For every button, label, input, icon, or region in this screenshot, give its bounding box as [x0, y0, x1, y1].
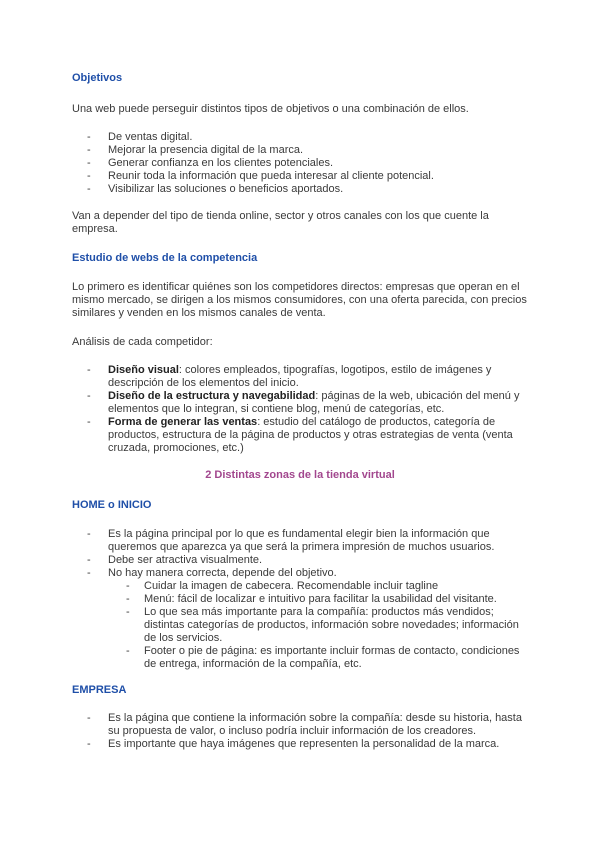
home-list: [72, 528, 528, 671]
list-item: - Debe ser atractiva visualmente.: [72, 554, 528, 567]
home-sublist: [126, 580, 528, 671]
objetivos-outro: Van a depender del tipo de tienda online, sector y otros canales con los que cuente la empresa.: [72, 210, 489, 235]
list-item: - De ventas digital.: [72, 131, 528, 144]
objetivos-list: [72, 131, 528, 196]
list-item: [72, 390, 528, 416]
list-item: - Es importante que haya imágenes que representen la personalidad de la marca.: [72, 738, 528, 751]
list-item: [72, 416, 528, 455]
competencia-intro: Lo primero es identificar quiénes son los competidores directos: empresas que operan en el mismo mercado, se dirigen a los mismos consumidores, con una oferta parecida, con precios similares y venden en los mismos canales de venta.: [72, 281, 527, 319]
list-item: - Generar confianza en los clientes potenciales.: [72, 157, 528, 170]
heading-empresa: EMPRESA: [72, 684, 127, 696]
heading-zonas: 2 Distintas zonas de la tienda virtual: [205, 469, 395, 481]
item-term: Diseño visual: [108, 364, 179, 376]
list-item: [72, 567, 528, 671]
list-item: - Visibilizar las soluciones o beneficios aportados.: [72, 183, 528, 196]
heading-competencia: Estudio de webs de la competencia: [72, 252, 258, 264]
item-term: Diseño de la estructura y navegabilidad: [108, 390, 316, 402]
item-text: : estudio del catálogo de productos, categoría de productos, estructura de la página de productos y otras estrategias de venta (venta cruzada, promociones, etc.): [108, 416, 513, 454]
list-item: [72, 364, 528, 390]
item-term: Forma de generar las ventas: [108, 416, 258, 428]
list-item: - Es la página que contiene la información sobre la compañía: desde su historia, hasta su propuesta de valor, o incluso podría incluir información de los creadores.: [72, 712, 528, 738]
competencia-list: [72, 364, 528, 455]
list-item: - Mejorar la presencia digital de la marca.: [72, 144, 528, 157]
sublist-item: - Lo que sea más importante para la compañía: productos más vendidos; distintas categorías de productos, información sobre novedades; información de los servicios.: [126, 606, 528, 645]
sublist-item: - Menú: fácil de localizar e intuitivo para facilitar la usabilidad del visitante.: [126, 593, 528, 606]
list-item: - Es la página principal por lo que es fundamental elegir bien la información que queremos que aparezca ya que será la primera impresión de muchos usuarios.: [72, 528, 528, 554]
item-text: : colores empleados, tipografías, logotipos, estilo de imágenes y descripción de los elementos del inicio.: [108, 364, 492, 389]
sublist-item: - Footer o pie de página: es importante incluir formas de contacto, condiciones de entrega, información de la compañía, etc.: [126, 645, 528, 671]
heading-home: HOME o INICIO: [72, 499, 152, 511]
list-item: - Reunir toda la información que pueda interesar al cliente potencial.: [72, 170, 528, 183]
item-text: : páginas de la web, ubicación del menú y elementos que lo integran, si contiene blog, menú de categorías, etc.: [108, 390, 520, 415]
sublist-item: - Cuidar la imagen de cabecera. Recomendable incluir tagline: [126, 580, 528, 593]
heading-objetivos: Objetivos: [72, 72, 123, 84]
item-text: No hay manera correcta, depende del objetivo.: [108, 567, 337, 579]
objetivos-intro: Una web puede perseguir distintos tipos de objetivos o una combinación de ellos.: [72, 103, 469, 115]
empresa-list: [72, 712, 528, 751]
analysis-label: Análisis de cada competidor:: [72, 336, 213, 348]
